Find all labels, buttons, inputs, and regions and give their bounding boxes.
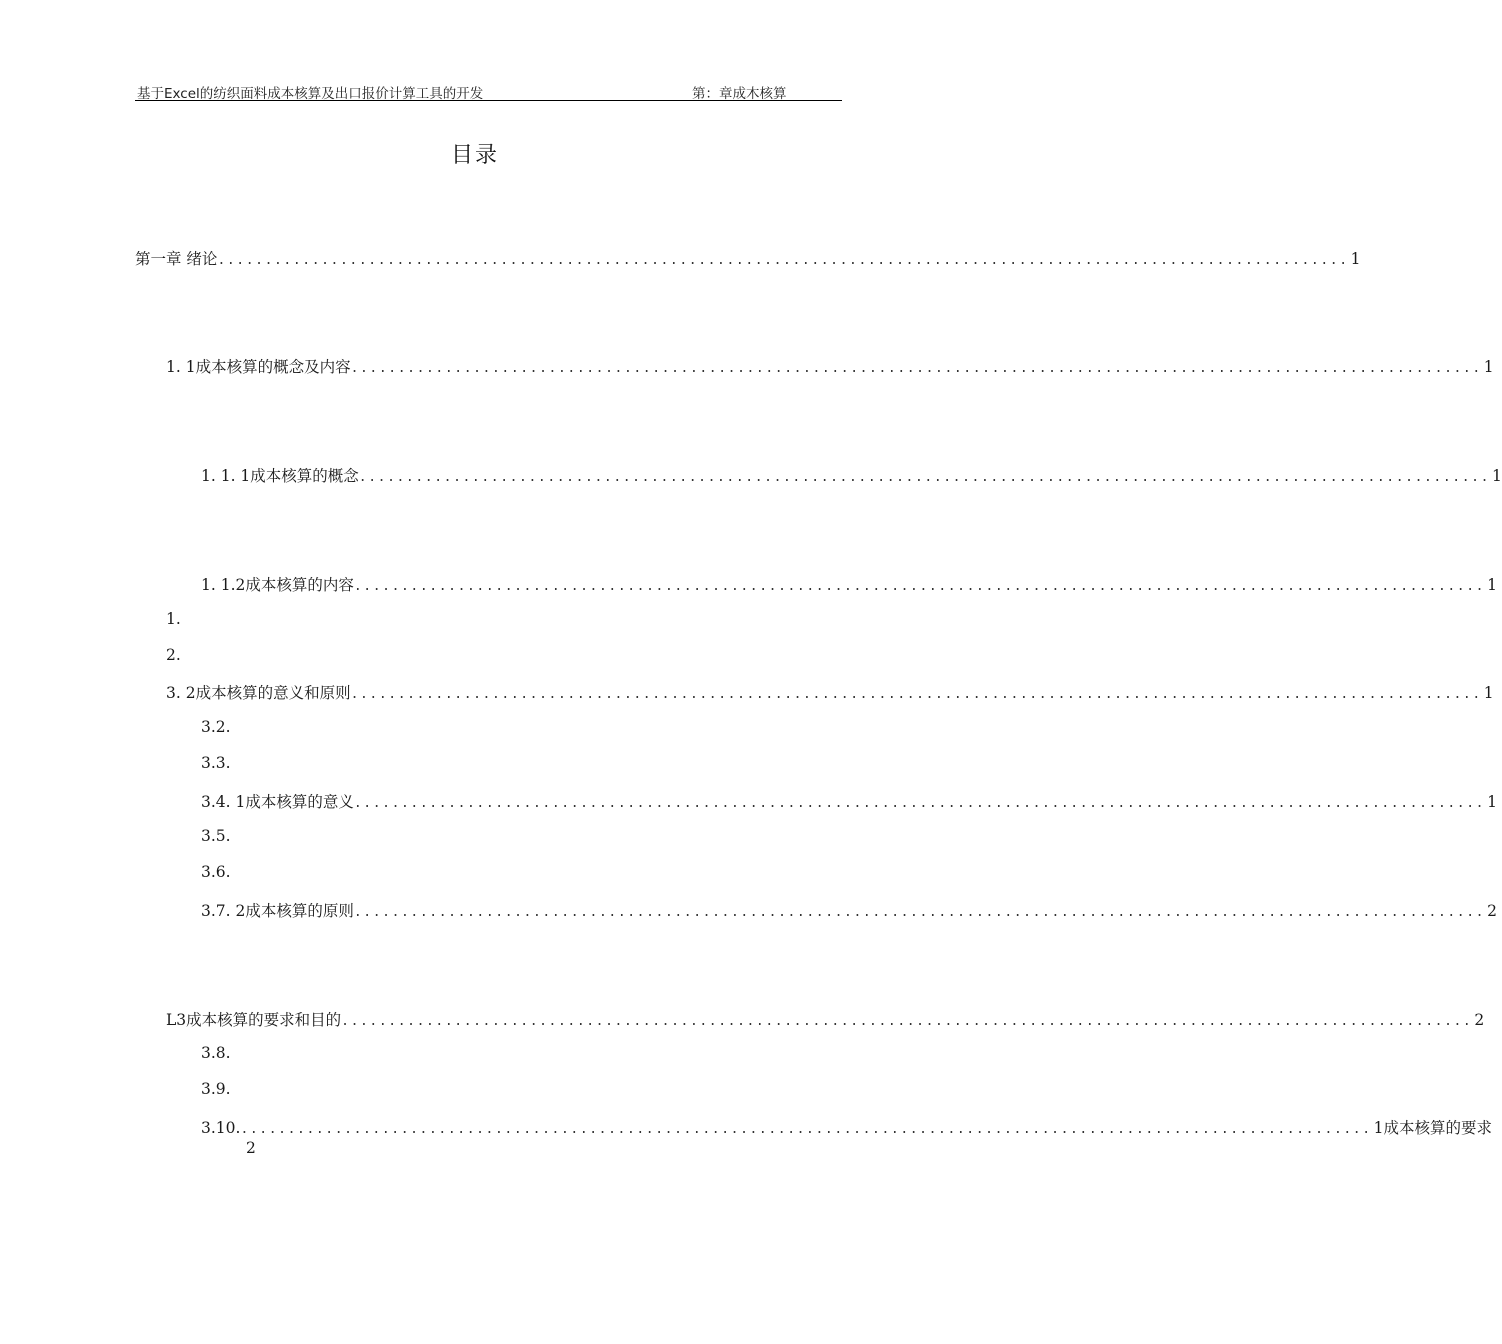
toc-entry-1-2-2[interactable] [201, 899, 1497, 921]
toc-entry-1-3[interactable] [166, 1008, 1485, 1030]
toc-leader-dots: ........................................................................................................................ [341, 1014, 1473, 1029]
toc-list-number: 3.5. [201, 827, 231, 845]
toc-page-number: 1 [1350, 250, 1361, 268]
toc-entry-label: 3.7. 2成本核算的原则 [201, 902, 354, 920]
toc-leader-dots: ........................................................................................................................ [353, 905, 1486, 920]
toc-entry-1-1-1[interactable] [201, 464, 1502, 486]
toc-page-number: 1 [1483, 684, 1494, 702]
toc-leader-dots: ........................................................................................................................ [240, 1122, 1372, 1137]
toc-list-number: 3.2. [201, 718, 231, 736]
toc-leader-dots: ........................................................................................................................ [350, 687, 1482, 702]
toc-page-number: 2 [1487, 902, 1497, 920]
toc-list-number: 1. [166, 610, 181, 628]
toc-entry-chapter-1[interactable] [135, 247, 1361, 269]
toc-leader-dots: ........................................................................................................................ [358, 470, 1490, 485]
toc-entry-label: 1. 1. 1成本核算的概念 [201, 467, 359, 485]
toc-list-number: 3.9. [201, 1080, 231, 1098]
toc-entry-label: 第一章 绪论 [135, 250, 218, 268]
toc-entry-1-1-2[interactable] [201, 573, 1497, 595]
header-chapter-title: 第：章成木核算 [692, 86, 787, 102]
toc-page-number: 2 [246, 1139, 256, 1157]
toc-entry-trailing-text: 1成本核算的要求 [1373, 1119, 1493, 1137]
toc-page-number: 1 [1487, 576, 1497, 594]
toc-entry-label: 3. 2成本核算的意义和原则 [166, 684, 351, 702]
toc-entry-label: 1. 1成本核算的概念及内容 [166, 358, 351, 376]
toc-list-number: 3.3. [201, 754, 231, 772]
toc-leader-dots: ........................................................................................................................ [217, 253, 1349, 268]
toc-entry-1-2-1[interactable] [201, 790, 1497, 812]
toc-list-number: 3.6. [201, 863, 231, 881]
toc-title: 目录 [450, 143, 499, 168]
toc-page-number: 1 [1487, 793, 1497, 811]
toc-list-number: 3.8. [201, 1044, 231, 1062]
toc-entry-label: 3.10. [201, 1119, 241, 1137]
toc-entry-1-1[interactable] [166, 355, 1494, 377]
toc-entry-1-2[interactable] [166, 681, 1494, 703]
toc-leader-dots: ........................................................................................................................ [353, 796, 1486, 811]
running-header [135, 82, 842, 101]
toc-leader-dots: ........................................................................................................................ [353, 579, 1486, 594]
toc-entry-label: L3成本核算的要求和目的 [166, 1011, 342, 1029]
toc-page-number: 1 [1492, 467, 1502, 485]
toc-page-number: 2 [1474, 1011, 1485, 1029]
toc-page-number: 1 [1483, 358, 1494, 376]
toc-entry-label: 3.4. 1成本核算的意义 [201, 793, 354, 811]
toc-list-number: 2. [166, 646, 181, 664]
header-document-title: 基于Excel的纺织面料成本核算及出口报价计算工具的开发 [137, 86, 484, 102]
toc-entry-1-3-1[interactable] [201, 1116, 1493, 1138]
toc-entry-label: 1. 1.2成本核算的内容 [201, 576, 354, 594]
toc-leader-dots: ........................................................................................................................ [350, 361, 1482, 376]
